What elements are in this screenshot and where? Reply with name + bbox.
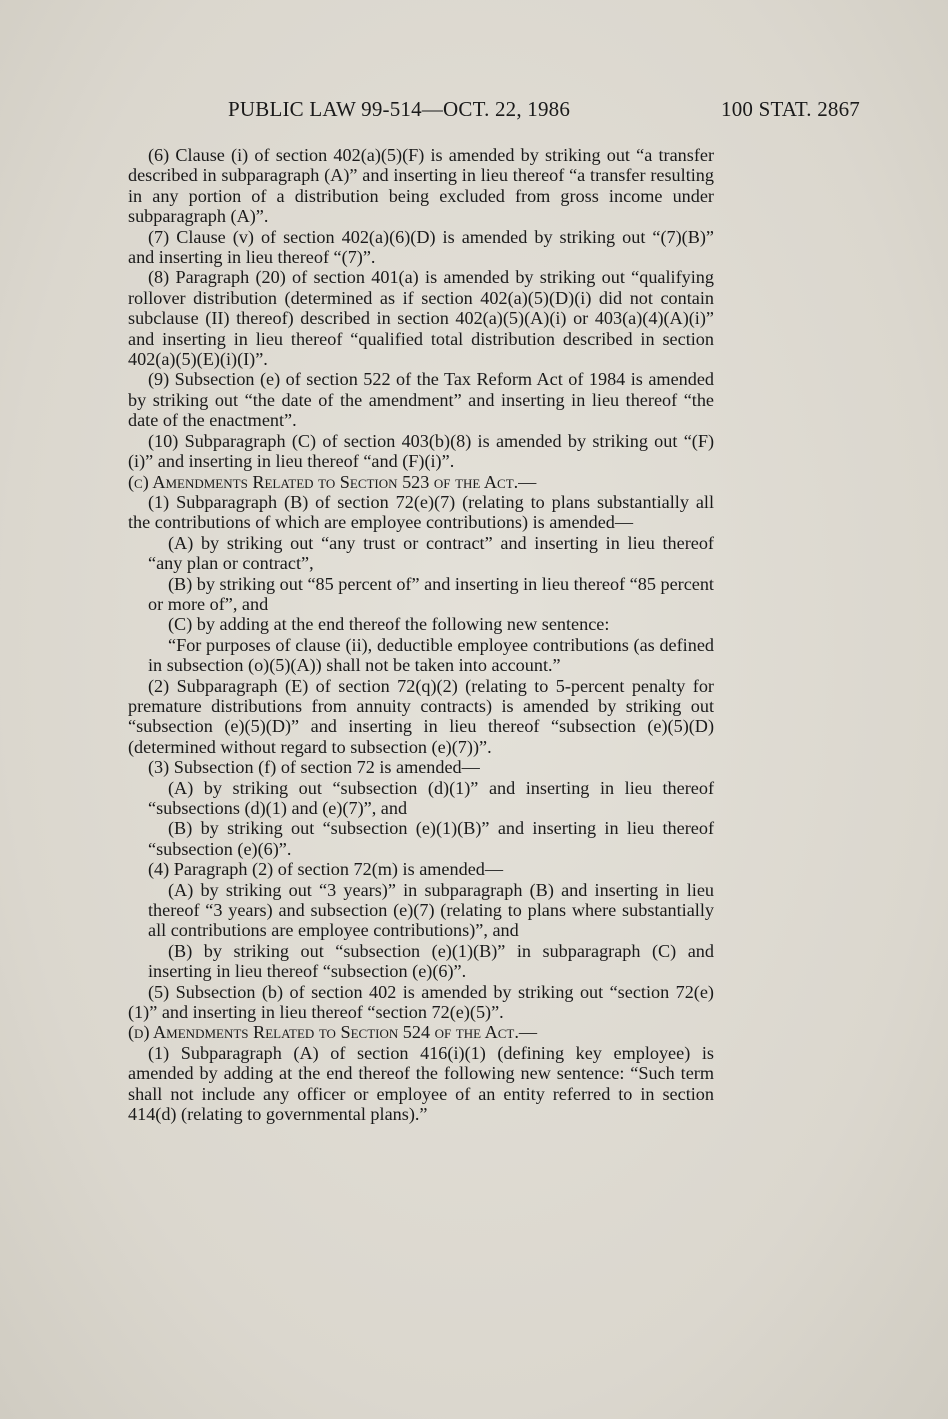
document-body: [128, 145, 714, 1125]
paragraph-b9: (9) Subsection (e) of section 522 of the Tax Reform Act of 1984 is amended by striking out “the date of the amendment” and inserting in lieu thereof “the date of the enactment”.: [128, 369, 714, 431]
law-citation: PUBLIC LAW 99-514—OCT. 22, 1986: [228, 97, 571, 121]
paragraph-c4: (4) Paragraph (2) of section 72(m) is amended—: [148, 859, 504, 880]
paragraph-c3-A: (A) by striking out “subsection (d)(1)” and inserting in lieu thereof “subsections (d)(1) and (e)(7)”, and: [148, 777, 714, 818]
paragraph-c1-B: (B) by striking out “85 percent of” and inserting in lieu thereof “85 percent or more of”, and: [148, 573, 714, 614]
paragraph-c3: (3) Subsection (f) of section 72 is amended—: [148, 757, 480, 778]
paragraph-d1: (1) Subparagraph (A) of section 416(i)(1) (defining key employee) is amended by adding at the end thereof the following new sentence: “Such term shall not include any officer or employee of an entity referred to in section 414(d) (relating to governmental plans).”: [128, 1042, 714, 1125]
paragraph-b10: (10) Subparagraph (C) of section 403(b)(8) is amended by striking out “(F)(i)” and inserting in lieu thereof “and (F)(i)”.: [128, 430, 714, 472]
paragraph-c1-C: (C) by adding at the end thereof the following new sentence:: [168, 614, 610, 635]
paragraph-b6: (6) Clause (i) of section 402(a)(5)(F) is amended by striking out “a transfer described in subparagraph (A)” and inserting in lieu thereof “a transfer resulting in any portion of a distribution being excluded from gross income under subparagraph (A)”.: [128, 145, 714, 227]
quoted-sentence: “For purposes of clause (ii), deductible employee contributions (as defined in subsection (o)(5)(A)) shall not be taken into account.”: [148, 634, 714, 676]
paragraph-b7: (7) Clause (v) of section 402(a)(6)(D) is amended by striking out “(7)(B)” and inserting in lieu thereof “(7)”.: [128, 226, 714, 268]
paragraph-c5: (5) Subsection (b) of section 402 is amended by striking out “section 72(e)(1)” and inserting in lieu thereof “section 72(e)(5)”.: [128, 981, 714, 1023]
paragraph-c2: (2) Subparagraph (E) of section 72(q)(2) (relating to 5-percent penalty for premature distributions from annuity contracts) is amended by striking out “subsection (e)(5)(D)” and inserting in lieu thereof “subsection (e)(5)(D) (determined without regard to subsection (e)(7))”.: [128, 675, 714, 757]
stat-page-number: 100 STAT. 2867: [721, 97, 860, 121]
section-heading-d: (d) Amendments Related to Section 524 of the Act.—: [128, 1022, 538, 1043]
paragraph-c1: (1) Subparagraph (B) of section 72(e)(7) (relating to plans substantially all the contributions of which are employee contributions) is amended—: [128, 491, 714, 533]
paragraph-b8: (8) Paragraph (20) of section 401(a) is amended by striking out “qualifying rollover distribution (determined as if section 402(a)(5)(D)(i) did not contain subclause (II) thereof) described in section 402(a)(5)(A)(i) or 403(a)(4)(A)(i)” and inserting in lieu thereof “qualified total distribution described in section 402(a)(5)(E)(i)(I)”.: [128, 267, 714, 370]
paragraph-c4-B: (B) by striking out “subsection (e)(1)(B)” in subparagraph (C) and inserting in lieu thereof “subsection (e)(6)”.: [148, 940, 714, 982]
paragraph-c4-A: (A) by striking out “3 years)” in subparagraph (B) and inserting in lieu thereof “3 years) and subsection (e)(7) (relating to plans where substantially all contributions are employee contributions)”, and: [148, 879, 714, 941]
section-heading-c: (c) Amendments Related to Section 523 of the Act.—: [128, 471, 537, 492]
paragraph-c1-A: (A) by striking out “any trust or contract” and inserting in lieu thereof “any plan or contract”,: [148, 532, 714, 574]
paragraph-c3-B: (B) by striking out “subsection (e)(1)(B)” and inserting in lieu thereof “subsection (e)(6)”.: [148, 818, 714, 859]
